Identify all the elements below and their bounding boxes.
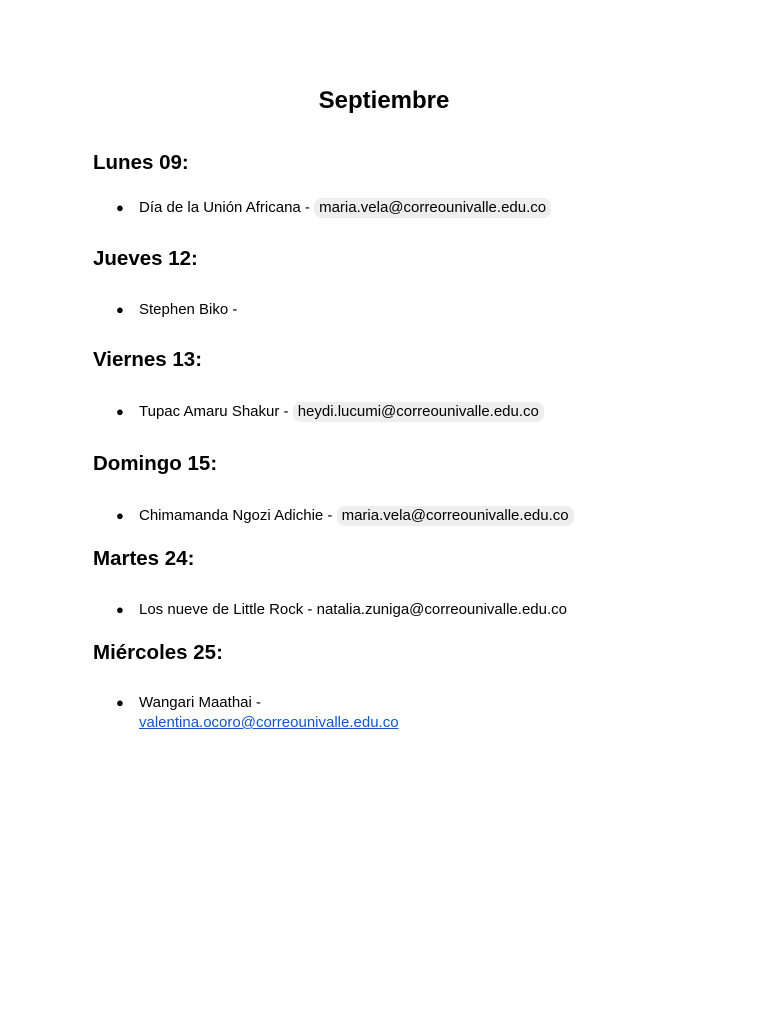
entry-text [139,506,574,526]
bullet-icon: ● [116,602,124,617]
event-name: Wangari Maathai - [139,694,261,711]
event-name: Chimamanda Ngozi Adichie - [139,507,337,524]
event-name: Stephen Biko - [139,301,238,318]
page-title: Septiembre [318,87,450,114]
day-heading-martes-24: Martes 24: [93,547,195,570]
email-chip[interactable]: maria.vela@correounivalle.edu.co [337,506,574,526]
bullet-icon: ● [116,404,124,419]
entry-text [139,693,399,733]
bullet-icon: ● [116,302,124,317]
day-heading-viernes-13: Viernes 13: [93,348,203,371]
day-heading-domingo-15: Domingo 15: [93,452,218,475]
email-chip[interactable]: heydi.lucumi@correounivalle.edu.co [293,402,544,422]
entry-text [139,402,544,422]
bullet-icon: ● [116,508,124,523]
bullet-icon: ● [116,695,124,710]
day-heading-lunes-09: Lunes 09: [93,151,189,174]
event-name: Tupac Amaru Shakur - [139,403,293,420]
day-heading-miercoles-25: Miércoles 25: [93,641,223,664]
bullet-icon: ● [116,200,124,215]
email-chip[interactable]: maria.vela@correounivalle.edu.co [314,198,551,218]
entry-text [139,300,237,320]
event-name: Los nueve de Little Rock - natalia.zuniga@correounivalle.edu.co [139,601,567,618]
day-heading-jueves-12: Jueves 12: [93,247,198,270]
event-name: Día de la Unión Africana - [139,199,315,216]
email-link[interactable]: valentina.ocoro@correounivalle.edu.co [139,714,399,731]
entry-text [139,600,567,620]
entry-text [139,198,551,218]
